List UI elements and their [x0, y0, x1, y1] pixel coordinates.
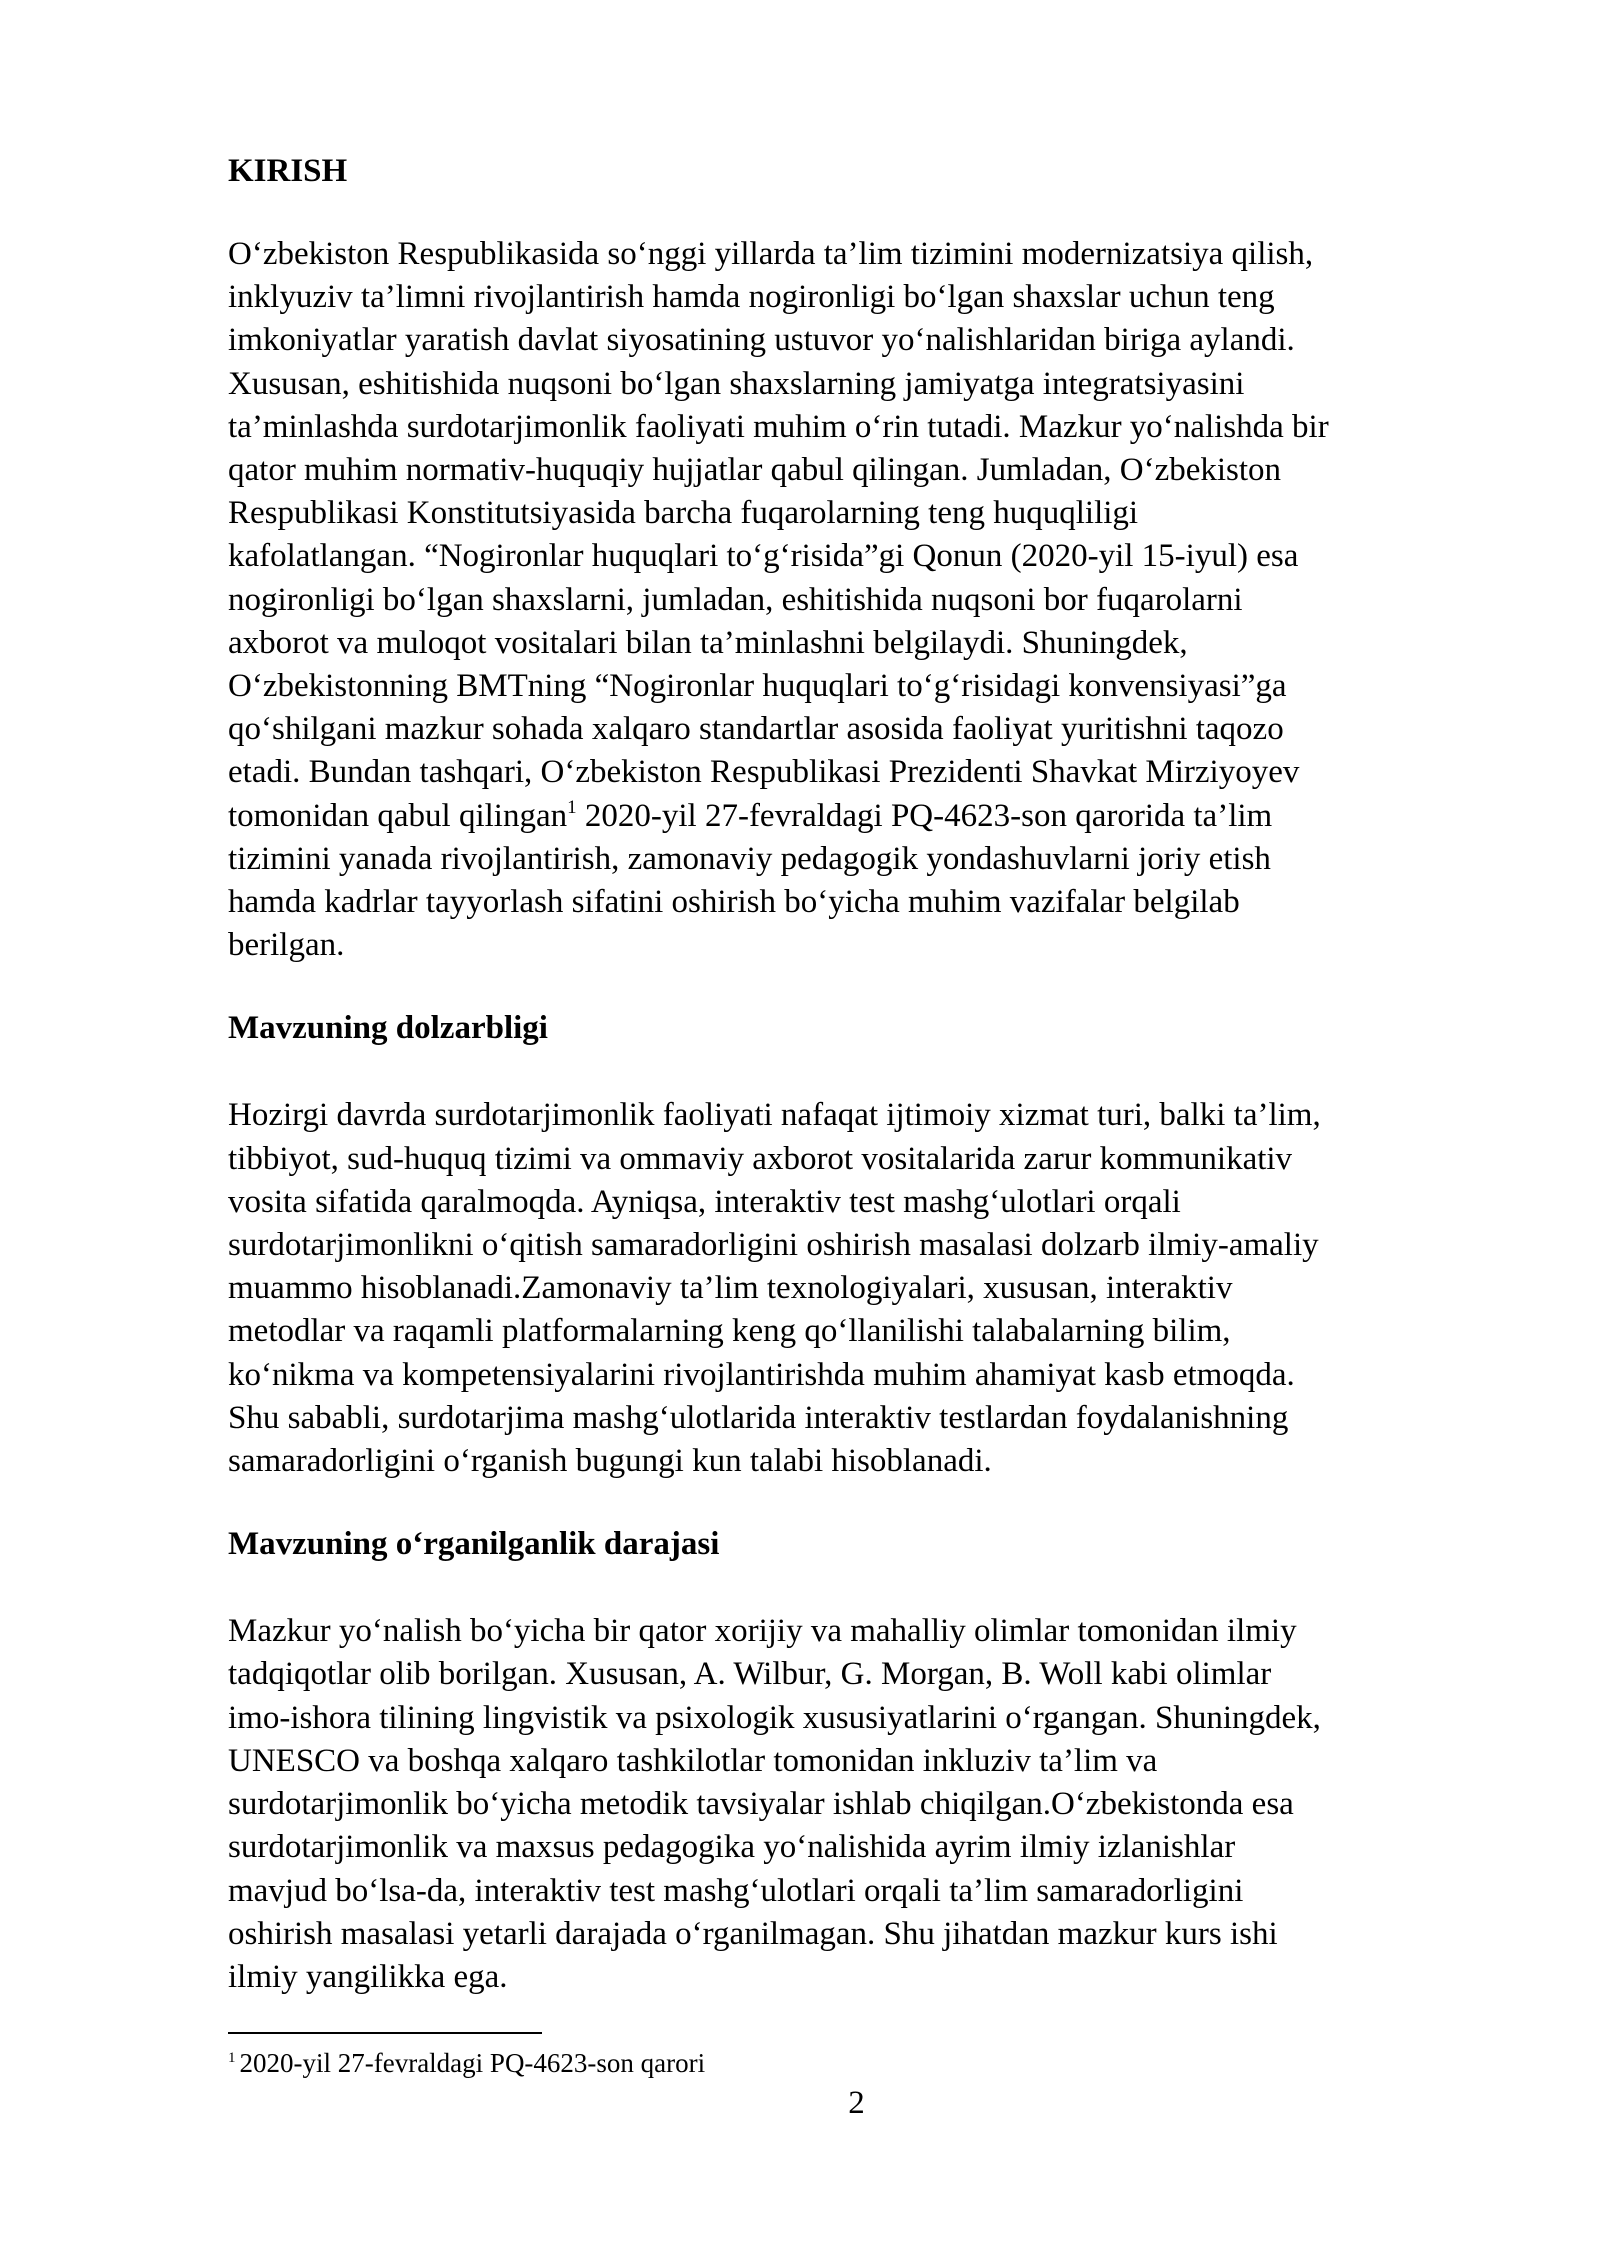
text-line: Respublikasi Konstitutsiyasida barcha fuqarolarning teng huquqliligi	[228, 495, 1139, 532]
paragraph-relevance	[228, 1094, 1498, 1483]
text-line: samaradorligini o‘rganish bugungi kun talabi hisoblanadi.	[228, 1443, 992, 1480]
text-line: tibbiyot, sud-huquq tizimi va ommaviy axborot vositalarida zarur kommunikativ	[228, 1140, 1293, 1177]
paragraph-research-level	[228, 1610, 1498, 1999]
page-number: 2	[848, 2085, 865, 2121]
text-line: Shu sababli, surdotarjima mashg‘ulotlarida interaktiv testlardan foydalanishning	[228, 1399, 1289, 1436]
section-heading-kirish: KIRISH	[228, 153, 348, 189]
text-line: vosita sifatida qaralmoqda. Ayniqsa, interaktiv test mashg‘ulotlari orqali	[228, 1183, 1181, 1220]
text-line: tadqiqotlar olib borilgan. Xususan, A. Wilbur, G. Morgan, B. Woll kabi olimlar	[228, 1656, 1272, 1693]
document-page	[228, 150, 1498, 1999]
text-line: imkoniyatlar yaratish davlat siyosatining ustuvor yo‘nalishlaridan biriga aylandi.	[228, 322, 1295, 359]
text-line: qo‘shilgani mazkur sohada xalqaro standartlar asosida faoliyat yuritishni taqozo	[228, 711, 1284, 748]
text-fragment: 2020-yil 27-fevraldagi PQ-4623-son qarorida ta’lim	[576, 797, 1273, 834]
footnote-text: 2020-yil 27-fevraldagi PQ-4623-son qarori	[239, 2048, 706, 2078]
text-line: hamda kadrlar tayyorlash sifatini oshirish bo‘yicha muhim vazifalar belgilab	[228, 884, 1240, 921]
text-line: berilgan.	[228, 927, 345, 964]
text-line: kafolatlangan. “Nogironlar huquqlari to‘g‘risida”gi Qonun (2020-yil 15-iyul) esa	[228, 538, 1299, 575]
text-line: ko‘nikma va kompetensiyalarini rivojlantirishda muhim ahamiyat kasb etmoqda.	[228, 1356, 1295, 1393]
text-line: imo-ishora tilining lingvistik va psixologik xususiyatlarini o‘rgangan. Shuningdek,	[228, 1699, 1321, 1736]
text-line: tizimini yanada rivojlantirish, zamonaviy pedagogik yondashuvlarni joriy etish	[228, 840, 1271, 877]
text-line: muammo hisoblanadi.Zamonaviy ta’lim texnologiyalari, xususan, interaktiv	[228, 1270, 1233, 1307]
text-line: ta’minlashda surdotarjimonlik faoliyati muhim o‘rin tutadi. Mazkur yo‘nalishda bir	[228, 408, 1329, 445]
text-line: UNESCO va boshqa xalqaro tashkilotlar tomonidan inkluziv ta’lim va	[228, 1742, 1158, 1779]
text-line: inklyuziv ta’limni rivojlantirish hamda nogironligi bo‘lgan shaxslar uchun teng	[228, 279, 1275, 316]
text-line: surdotarjimonlikni o‘qitish samaradorligini oshirish masalasi dolzarb ilmiy-amaliy	[228, 1227, 1319, 1264]
text-line: Hozirgi davrda surdotarjimonlik faoliyati nafaqat ijtimoiy xizmat turi, balki ta’lim,	[228, 1097, 1321, 1134]
text-line-with-footnote	[228, 795, 1498, 838]
text-line: surdotarjimonlik bo‘yicha metodik tavsiyalar ishlab chiqilgan.O‘zbekistonda esa	[228, 1786, 1294, 1823]
section-heading-research-level: Mavzuning o‘rganilganlik darajasi	[228, 1526, 720, 1563]
text-fragment: tomonidan qabul qilingan	[228, 797, 568, 834]
text-line: mavjud bo‘lsa-da, interaktiv test mashg‘ulotlari orqali ta’lim samaradorligini	[228, 1872, 1244, 1909]
text-line: oshirish masalasi yetarli darajada o‘rganilmagan. Shu jihatdan mazkur kurs ishi	[228, 1915, 1278, 1952]
text-line: O‘zbekistonning BMTning “Nogironlar huquqlari to‘g‘risidagi konvensiyasi”ga	[228, 668, 1287, 705]
footnote-separator	[228, 2032, 542, 2034]
text-line: qator muhim normativ-huquqiy hujjatlar qabul qilingan. Jumladan, O‘zbekiston	[228, 452, 1282, 489]
text-line: Xususan, eshitishida nuqsoni bo‘lgan shaxslarning jamiyatga integratsiyasini	[228, 365, 1245, 402]
footnote	[228, 2046, 705, 2080]
text-line: metodlar va raqamli platformalarning keng qo‘llanilishi talabalarning bilim,	[228, 1313, 1231, 1350]
paragraph-introduction	[228, 233, 1498, 967]
footnote-reference[interactable]: 1	[567, 796, 577, 818]
text-line: O‘zbekiston Respublikasida so‘nggi yillarda ta’lim tizimini modernizatsiya qilish,	[228, 236, 1314, 272]
text-line: Mazkur yo‘nalish bo‘yicha bir qator xorijiy va mahalliy olimlar tomonidan ilmiy	[228, 1613, 1297, 1650]
text-line: etadi. Bundan tashqari, O‘zbekiston Respublikasi Prezidenti Shavkat Mirziyoyev	[228, 754, 1300, 791]
text-line: axborot va muloqot vositalari bilan ta’minlashni belgilaydi. Shuningdek,	[228, 624, 1188, 661]
footnote-mark: 1	[228, 2050, 236, 2066]
text-line: ilmiy yangilikka ega.	[228, 1958, 508, 1995]
section-heading-relevance: Mavzuning dolzarbligi	[228, 1010, 548, 1047]
text-line: surdotarjimonlik va maxsus pedagogika yo‘nalishida ayrim ilmiy izlanishlar	[228, 1829, 1236, 1866]
text-line: nogironligi bo‘lgan shaxslarni, jumladan, eshitishida nuqsoni bor fuqarolarni	[228, 581, 1243, 618]
